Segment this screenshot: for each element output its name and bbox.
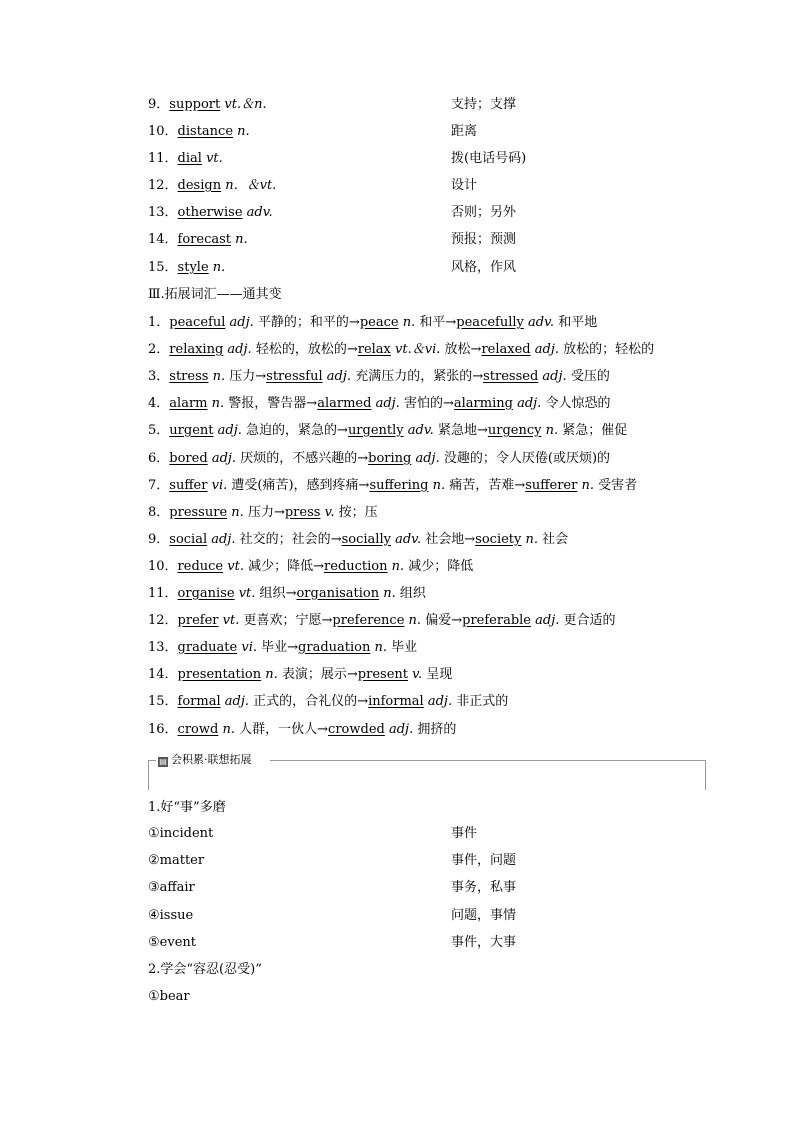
vocab-word: graduation (298, 640, 371, 655)
vocab-word: society (475, 532, 522, 547)
vocab-word: design (177, 178, 222, 193)
synonym-meaning: 事件，问题 (451, 853, 517, 868)
arrow-icon: → (306, 396, 318, 411)
word-meaning: 社交的；社会的 (239, 532, 331, 547)
arrow-icon: → (357, 694, 369, 709)
arrow-icon: → (476, 423, 488, 438)
word-meaning: 表演；展示 (281, 667, 347, 682)
arrow-icon: → (357, 451, 369, 466)
vocab-word: urgently (347, 423, 404, 438)
vocab-item: 10．distance n. (148, 124, 250, 139)
word-meaning: 偏爱 (425, 613, 452, 628)
vocab-word: style (177, 260, 209, 275)
word-meaning: 正式的，合礼仪的 (253, 694, 358, 709)
synonym-meaning: 事务，私事 (451, 880, 517, 895)
derivation-row: 8．pressure n. 压力→press v. 按；压 (148, 505, 378, 520)
word-meaning: 和平 (419, 315, 446, 330)
synonym-word: ⑤event (148, 935, 196, 950)
arrow-icon: → (442, 396, 454, 411)
vocab-item: 13．otherwise adv. (148, 205, 273, 220)
word-meaning: 更喜欢；宁愿 (243, 613, 322, 628)
vocab-word: peacefully (456, 315, 524, 330)
vocab-item: 14．forecast n. (148, 232, 248, 247)
vocab-word: suffer (169, 478, 208, 493)
synonym-word: ③affair (148, 880, 195, 895)
group-heading: 1.好“事”多磨 (148, 800, 226, 815)
arrow-icon: → (514, 478, 526, 493)
synonym-meaning: 事件 (451, 826, 478, 841)
arrow-icon: → (346, 342, 358, 357)
vocab-word: preferable (462, 613, 531, 628)
derivation-row: 7．suffer vi. 遭受(痛苦)，感到疼痛→suffering n. 痛苦，苦难→sufferer n. 受害者 (148, 478, 638, 493)
derivation-row: 4．alarm n. 警报，警告器→alarmed adj. 害怕的→alarming adj. 令人惊恐的 (148, 396, 611, 411)
book-icon: ▤ (159, 757, 167, 766)
word-meaning: 没趣的；令人厌倦(或厌烦)的 (443, 451, 611, 466)
word-meaning: 平静的；和平的 (257, 315, 349, 330)
word-meaning: 呈现 (426, 667, 453, 682)
vocab-word: socially (341, 532, 391, 547)
vocab-word: peaceful (169, 315, 226, 330)
synonym-word: ①incident (148, 826, 214, 841)
vocab-word: presentation (177, 667, 262, 682)
vocab-meaning: 否则；另外 (451, 205, 517, 220)
derivation-row: 3．stress n. 压力→stressful adj. 充满压力的，紧张的→stressed adj. 受压的 (148, 369, 610, 384)
word-meaning: 毕业 (391, 640, 418, 655)
vocab-word: preference (332, 613, 405, 628)
word-meaning: 按；压 (338, 505, 378, 520)
vocab-word: forecast (177, 232, 232, 247)
vocab-word: distance (177, 124, 234, 139)
arrow-icon: → (285, 586, 297, 601)
vocab-word: relaxing (169, 342, 224, 357)
word-meaning: 社会 (542, 532, 569, 547)
derivation-row: 16．crowd n. 人群，一伙人→crowded adj. 拥挤的 (148, 722, 457, 737)
word-meaning: 警报，警告器 (228, 396, 307, 411)
arrow-icon: → (472, 369, 484, 384)
derivation-row: 1．peaceful adj. 平静的；和平的→peace n. 和平→peacefully adv. 和平地 (148, 315, 598, 330)
synonym-word: ①bear (148, 989, 190, 1004)
synonym-meaning: 事件，大事 (451, 935, 517, 950)
vocab-meaning: 预报；预测 (451, 232, 517, 247)
vocab-word: relax (357, 342, 391, 357)
vocab-word: informal (368, 694, 424, 709)
word-meaning: 拥挤的 (417, 722, 457, 737)
word-meaning: 受压的 (570, 369, 610, 384)
word-meaning: 人群，一伙人 (239, 722, 318, 737)
derivation-row: 10．reduce vt. 减少；降低→reduction n. 减少；降低 (148, 559, 474, 574)
word-meaning: 压力 (247, 505, 274, 520)
vocab-meaning: 支持；支撑 (451, 97, 517, 112)
section-heading: Ⅲ.拓展词汇——通其变 (148, 287, 282, 302)
vocab-meaning: 风格，作风 (451, 260, 517, 275)
arrow-icon: → (337, 423, 348, 438)
word-meaning: 放松的；轻松的 (563, 342, 655, 357)
arrow-icon: → (273, 505, 285, 520)
arrow-icon: → (287, 640, 299, 655)
vocab-word: sufferer (525, 478, 578, 493)
derivation-row: 9．social adj. 社交的；社会的→socially adv. 社会地→society n. 社会 (148, 532, 569, 547)
word-meaning: 更合适的 (563, 613, 616, 628)
derivation-row: 6．bored adj. 厌烦的，不感兴趣的→boring adj. 没趣的；令人厌倦(或厌烦)的 (148, 451, 611, 466)
vocab-word: dial (177, 151, 202, 166)
vocab-word: present (357, 667, 408, 682)
vocab-meaning: 拨(电话号码) (451, 151, 527, 166)
vocab-word: reduction (324, 559, 388, 574)
word-meaning: 放松 (444, 342, 471, 357)
word-meaning: 轻松的，放松的 (255, 342, 347, 357)
arrow-icon: → (346, 667, 358, 682)
vocab-word: graduate (177, 640, 238, 655)
vocab-word: organisation (296, 586, 380, 601)
word-meaning: 令人惊恐的 (545, 396, 611, 411)
derivation-row: 11．organise vt. 组织→organisation n. 组织 (148, 586, 426, 601)
word-meaning: 急迫的，紧急的 (246, 423, 338, 438)
arrow-icon: → (358, 478, 370, 493)
word-meaning: 压力 (229, 369, 256, 384)
arrow-icon: → (464, 532, 476, 547)
arrow-icon: → (317, 722, 329, 737)
vocab-word: alarm (169, 396, 208, 411)
accumulate-panel (148, 752, 706, 790)
word-meaning: 减少；降低 (248, 559, 314, 574)
vocab-word: peace (359, 315, 399, 330)
word-meaning: 毕业 (261, 640, 288, 655)
synonym-word: ②matter (148, 853, 205, 868)
vocab-word: boring (368, 451, 412, 466)
arrow-icon: → (470, 342, 482, 357)
panel-title: ▤ 会积累·联想拓展 (159, 753, 252, 766)
word-meaning: 厌烦的，不感兴趣的 (240, 451, 358, 466)
arrow-icon: → (348, 315, 360, 330)
derivation-row: 2．relaxing adj. 轻松的，放松的→relax vt.＆vi. 放松→relaxed adj. 放松的；轻松的 (148, 342, 655, 357)
word-meaning: 充满压力的，紧张的 (355, 369, 473, 384)
word-meaning: 组织 (399, 586, 426, 601)
word-meaning: 痛苦，苦难 (449, 478, 515, 493)
vocab-item: 12．design n．＆vt. (148, 178, 277, 193)
vocab-meaning: 设计 (451, 178, 478, 193)
derivation-row: 15．formal adj. 正式的，合礼仪的→informal adj. 非正式的 (148, 694, 509, 709)
vocab-item: 9．support vt.＆n. (148, 97, 267, 112)
vocab-word: prefer (177, 613, 219, 628)
vocab-word: crowded (328, 722, 385, 737)
arrow-icon: → (255, 369, 267, 384)
vocab-word: formal (177, 694, 221, 709)
word-meaning: 紧急地 (437, 423, 477, 438)
vocab-word: reduce (177, 559, 224, 574)
word-meaning: 组织 (259, 586, 286, 601)
vocab-item: 15．style n. (148, 260, 226, 275)
vocab-word: organise (177, 586, 235, 601)
arrow-icon: → (313, 559, 325, 574)
word-meaning: 非正式的 (456, 694, 509, 709)
vocab-word: alarming (453, 396, 513, 411)
arrow-icon: → (445, 315, 457, 330)
vocab-word: otherwise (177, 205, 243, 220)
derivation-row: 14．presentation n. 表演；展示→present v. 呈现 (148, 667, 453, 682)
arrow-icon: → (321, 613, 333, 628)
vocab-word: alarmed (317, 396, 372, 411)
vocab-word: social (169, 532, 208, 547)
word-meaning: 社会地 (425, 532, 465, 547)
group-heading: 2.学会“容忍(忍受)” (148, 962, 262, 977)
vocab-word: stress (169, 369, 209, 384)
word-meaning: 受害者 (598, 478, 638, 493)
vocab-word: press (284, 505, 321, 520)
vocab-word: suffering (369, 478, 429, 493)
word-meaning: 减少；降低 (408, 559, 474, 574)
vocab-word: relaxed (481, 342, 531, 357)
vocab-meaning: 距离 (451, 124, 478, 139)
vocab-word: bored (169, 451, 208, 466)
word-meaning: 遭受(痛苦)，感到疼痛 (231, 478, 359, 493)
vocab-word: stressed (483, 369, 539, 384)
word-meaning: 害怕的 (403, 396, 443, 411)
synonym-meaning: 问题，事情 (451, 908, 517, 923)
vocab-item: 11．dial vt. (148, 151, 223, 166)
word-meaning: 和平地 (558, 315, 598, 330)
vocab-word: urgent (169, 423, 214, 438)
vocab-word: pressure (169, 505, 228, 520)
vocab-word: support (169, 97, 221, 112)
word-meaning: 紧急；催促 (562, 423, 628, 438)
derivation-row: 12．prefer vt. 更喜欢；宁愿→preference n. 偏爱→preferable adj. 更合适的 (148, 613, 616, 628)
synonym-word: ④issue (148, 908, 194, 923)
vocab-word: crowd (177, 722, 219, 737)
derivation-row: 5．urgent adj. 急迫的，紧急的→urgently adv. 紧急地→urgency n. 紧急；催促 (148, 423, 628, 438)
vocab-word: urgency (487, 423, 542, 438)
arrow-icon: → (451, 613, 463, 628)
vocab-word: stressful (266, 369, 323, 384)
arrow-icon: → (330, 532, 342, 547)
derivation-row: 13．graduate vi. 毕业→graduation n. 毕业 (148, 640, 418, 655)
